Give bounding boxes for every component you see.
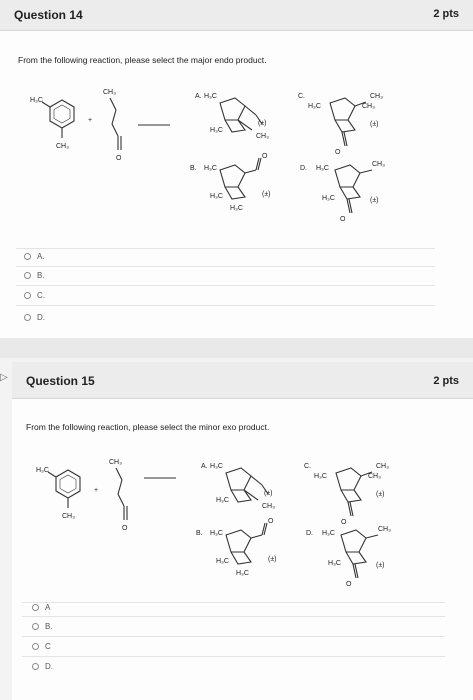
- atom-label: CH₃: [376, 463, 389, 470]
- atom-label: H₃C: [322, 530, 335, 537]
- question-gap: [0, 338, 473, 358]
- atom-label: H₃C: [314, 473, 327, 480]
- option-label: C.: [37, 291, 45, 300]
- atom-label: H₃C: [204, 165, 217, 172]
- racemic-label: (±): [268, 556, 277, 563]
- reactant-label: O: [122, 525, 128, 532]
- option-label: D.: [45, 662, 53, 671]
- option-b[interactable]: [32, 622, 53, 631]
- radio-button[interactable]: [24, 272, 31, 279]
- divider: [22, 636, 445, 637]
- atom-label: H₃C: [210, 127, 223, 134]
- reactant-label: CH₃: [103, 89, 116, 96]
- atom-label: CH₃: [370, 93, 383, 100]
- reactant-label: CH₃: [62, 513, 75, 520]
- question-15-header: [12, 362, 473, 399]
- atom-label: H₃C: [216, 497, 229, 504]
- current-question-marker-icon: ▷: [0, 372, 8, 383]
- racemic-label: (±): [262, 191, 271, 198]
- atom-label: CH₃: [262, 503, 275, 510]
- option-label: C: [45, 642, 51, 651]
- atom-label: H₃C: [322, 195, 335, 202]
- product-d-label: D.: [300, 165, 307, 172]
- atom-label: H₃C: [210, 193, 223, 200]
- atom-label: O: [341, 519, 347, 526]
- plus-sign: +: [94, 487, 99, 494]
- atom-label: H₃C: [328, 560, 341, 567]
- radio-button[interactable]: [32, 663, 39, 670]
- question-points: 2 pts: [433, 8, 459, 20]
- option-label: D.: [37, 313, 45, 322]
- question-title: Question 14: [14, 8, 83, 22]
- reactant-label: CH₃: [109, 459, 122, 466]
- product-d-label: D.: [306, 530, 313, 537]
- radio-button[interactable]: [24, 253, 31, 260]
- atom-label: CH₃: [372, 161, 385, 168]
- atom-label: H₃C: [308, 103, 321, 110]
- reactant-label: H₃C: [36, 467, 49, 474]
- question-text: From the following reaction, please select the minor exo product.: [26, 422, 270, 432]
- atom-label: O: [268, 518, 274, 525]
- option-c[interactable]: [32, 642, 51, 651]
- product-a-label: A.: [201, 463, 208, 470]
- reaction-scheme: [6, 450, 467, 600]
- atom-label: H₃C: [236, 570, 249, 577]
- option-label: B.: [45, 622, 53, 631]
- option-label: B.: [37, 271, 45, 280]
- radio-button[interactable]: [32, 604, 39, 611]
- product-b-label: B.: [190, 165, 197, 172]
- atom-label: CH₃: [368, 473, 381, 480]
- radio-button[interactable]: [32, 643, 39, 650]
- divider: [22, 656, 445, 657]
- question-14-panel: [0, 0, 473, 338]
- radio-button[interactable]: [24, 314, 31, 321]
- radio-button[interactable]: [24, 292, 31, 299]
- atom-label: O: [346, 581, 352, 588]
- option-label: A.: [37, 252, 45, 261]
- atom-label: CH₃: [378, 526, 391, 533]
- question-points: 2 pts: [433, 375, 459, 387]
- option-d[interactable]: [24, 313, 45, 322]
- product-b-label: B.: [196, 530, 203, 537]
- plus-sign: +: [88, 117, 93, 124]
- product-a-label: A.: [195, 93, 202, 100]
- benzene-ring: [50, 100, 74, 128]
- reactant-label: H₃C: [30, 97, 43, 104]
- question-text: From the following reaction, please select the major endo product.: [18, 55, 267, 65]
- option-d[interactable]: [32, 662, 53, 671]
- product-c-label: C.: [304, 463, 311, 470]
- option-a[interactable]: [32, 603, 50, 612]
- racemic-label: (±): [264, 490, 273, 497]
- option-a[interactable]: [24, 252, 45, 261]
- question-15-panel: [12, 362, 473, 700]
- atom-label: H₃C: [216, 558, 229, 565]
- atom-label: O: [262, 153, 268, 160]
- atom-label: O: [340, 216, 346, 223]
- question-title: Question 15: [26, 374, 95, 388]
- atom-label: H₃C: [230, 205, 243, 212]
- racemic-label: (±): [376, 491, 385, 498]
- reactant-label: CH₃: [56, 143, 69, 150]
- atom-label: CH₃: [362, 103, 375, 110]
- racemic-label: (±): [258, 120, 267, 127]
- racemic-label: (±): [370, 121, 379, 128]
- option-c[interactable]: [24, 291, 45, 300]
- divider: [16, 285, 435, 286]
- option-b[interactable]: [24, 271, 45, 280]
- atom-label: H₃C: [210, 530, 223, 537]
- question-14-header: [0, 0, 473, 31]
- atom-label: O: [335, 149, 341, 156]
- divider: [22, 602, 445, 603]
- racemic-label: (±): [370, 197, 379, 204]
- atom-label: CH₃: [256, 133, 269, 140]
- divider: [16, 266, 435, 267]
- atom-label: H₃C: [204, 93, 217, 100]
- option-label: A: [45, 603, 51, 612]
- atom-label: H₃C: [316, 165, 329, 172]
- racemic-label: (±): [376, 562, 385, 569]
- radio-button[interactable]: [32, 623, 39, 630]
- atom-label: H₃C: [210, 463, 223, 470]
- reaction-scheme: [0, 80, 473, 235]
- divider: [22, 616, 445, 617]
- product-c-label: C.: [298, 93, 305, 100]
- reactant-label: O: [116, 155, 122, 162]
- divider: [16, 248, 435, 249]
- divider: [16, 305, 435, 306]
